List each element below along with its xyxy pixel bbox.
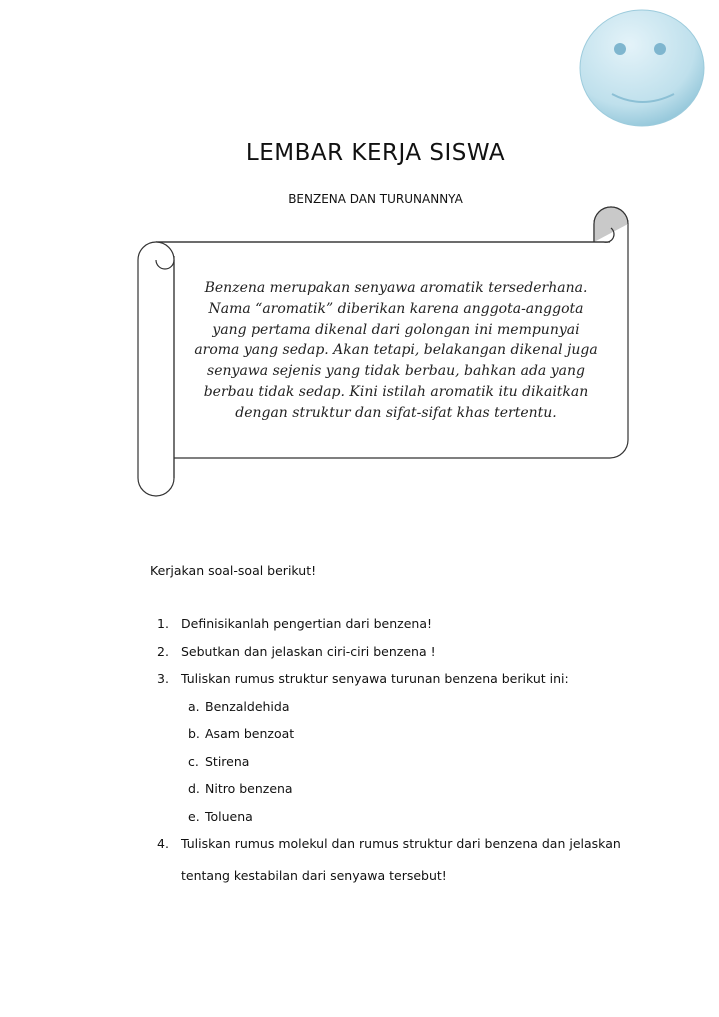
question-number: 2. bbox=[157, 643, 169, 659]
scroll-line: dengan struktur dan sifat-sifat khas tertentu. bbox=[235, 404, 557, 421]
question-text: Definisikanlah pengertian dari benzena! bbox=[181, 616, 433, 631]
sub-item-letter: d. bbox=[188, 781, 200, 796]
scroll-line: senyawa sejenis yang tidak berbau, bahkan ada yang bbox=[207, 363, 585, 380]
question-list bbox=[150, 610, 670, 889]
smiley-face-icon bbox=[578, 8, 706, 130]
sub-item-text: Nitro benzena bbox=[205, 781, 293, 796]
sub-item bbox=[150, 775, 670, 803]
question-text: Sebutkan dan jelaskan ciri-ciri benzena ! bbox=[181, 643, 436, 659]
page-subtitle: BENZENA DAN TURUNANNYA bbox=[288, 192, 463, 206]
question-number: 1. bbox=[157, 616, 169, 631]
question-item bbox=[150, 665, 670, 693]
scroll-line: yang pertama dikenal dari golongan ini mempunyai bbox=[212, 321, 580, 338]
question-continuation: tentang kestabilan dari senyawa tersebut! bbox=[181, 867, 447, 883]
scroll-line: berbau tidak sedap. Kini istilah aromatik itu dikaitkan bbox=[203, 383, 589, 400]
sub-item-letter: c. bbox=[188, 753, 199, 769]
sub-item-text: Toluena bbox=[205, 808, 253, 824]
sub-item-text: Benzaldehida bbox=[205, 698, 290, 714]
sub-item-text: Stirena bbox=[205, 753, 250, 769]
question-item bbox=[150, 830, 670, 858]
question-number: 4. bbox=[157, 836, 169, 851]
sub-item bbox=[150, 748, 670, 776]
question-text: Tuliskan rumus struktur senyawa turunan benzena berikut ini: bbox=[181, 671, 569, 686]
sub-item-text: Asam benzoat bbox=[205, 726, 295, 741]
scroll-line: Benzena merupakan senyawa aromatik tersederhana. bbox=[204, 280, 588, 296]
sub-item bbox=[150, 720, 670, 748]
question-text: Tuliskan rumus molekul dan rumus struktur dari benzena dan jelaskan bbox=[181, 836, 621, 851]
page-title: LEMBAR KERJA SISWA bbox=[245, 140, 506, 166]
sub-item-letter: e. bbox=[188, 808, 200, 824]
instruction-text: Kerjakan soal-soal berikut! bbox=[150, 563, 317, 578]
sub-item bbox=[150, 693, 670, 721]
sub-item bbox=[150, 803, 670, 831]
question-item bbox=[150, 638, 670, 666]
scroll-line: Nama “aromatik” diberikan karena anggota-anggota bbox=[208, 300, 584, 317]
scroll-line: aroma yang sedap. Akan tetapi, belakangan dikenal juga bbox=[194, 342, 598, 359]
question-item bbox=[150, 610, 670, 638]
sub-item-letter: a. bbox=[188, 698, 200, 714]
question-number: 3. bbox=[157, 671, 169, 686]
scroll-text bbox=[182, 278, 610, 424]
sub-item-letter: b. bbox=[188, 726, 200, 741]
